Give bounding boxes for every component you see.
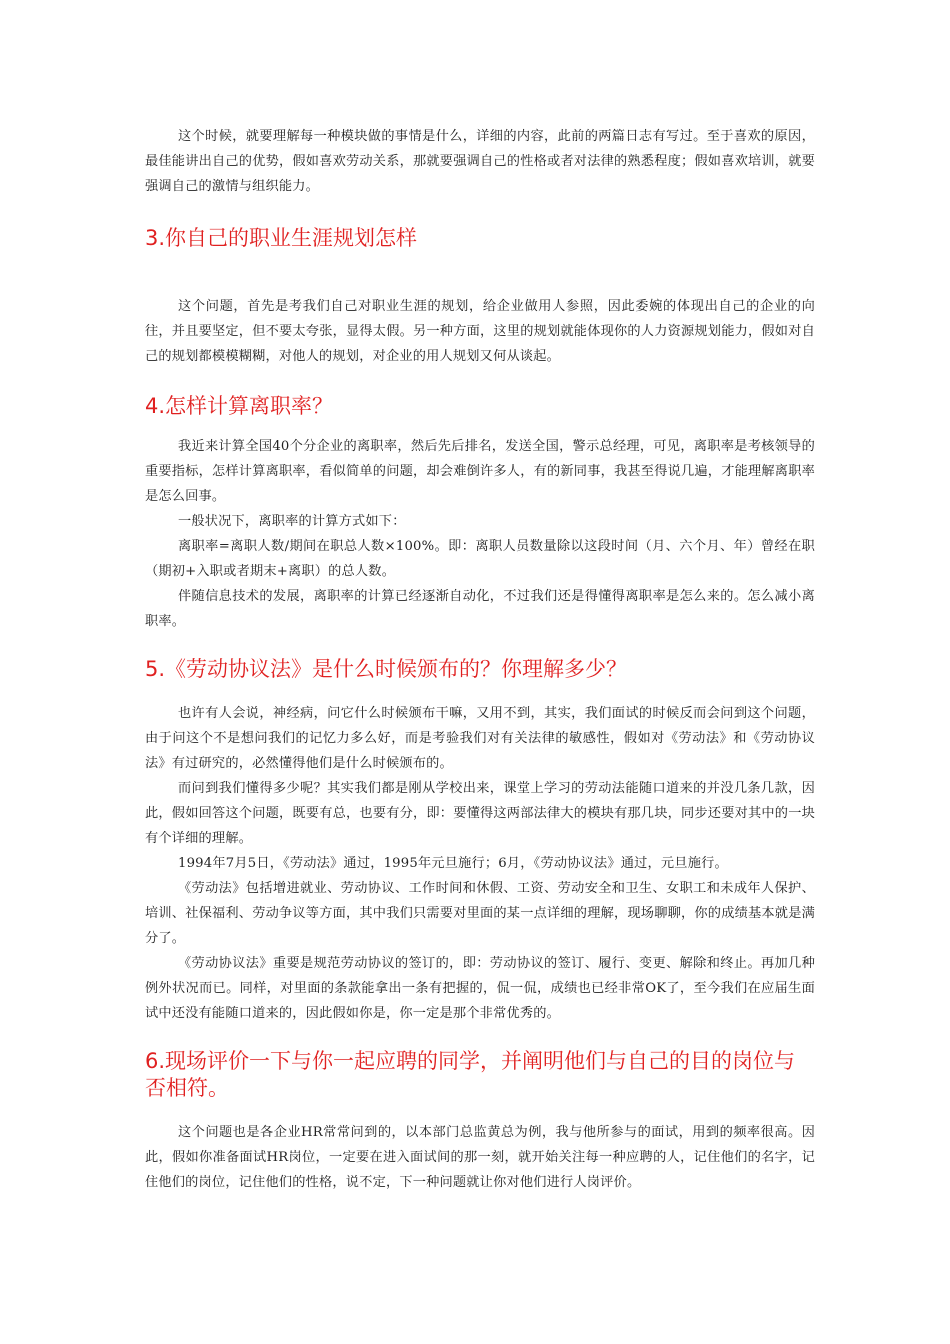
paragraph: 也许有人会说，神经病，问它什么时候颁布干嘛，又用不到，其实，我们面试的时候反而会问到这个问题，由于问这个不是想问我们的记忆力多么好，而是考验我们对有关法律的敏感性，假如对《劳动法》和《劳动协议法》有过研究的，必然懂得他们是什么时候颁布的。	[145, 706, 815, 771]
paragraph: 1994年7月5日，《劳动法》通过，1995年元旦施行；6月，《劳动协议法》通过，元旦施行。	[178, 856, 728, 871]
paragraph: 而问到我们懂得多少呢？其实我们都是刚从学校出来，课堂上学习的劳动法能随口道来的并没几条几款，因此，假如回答这个问题，既要有总，也要有分，即：要懂得这两部法律大的模块有那几块，同步还要对其中的一块有个详细的理解。	[145, 781, 815, 846]
paragraph: 《劳动法》包括增进就业、劳动协议、工作时间和休假、工资、劳动安全和卫生、女职工和未成年人保护、培训、社保福利、劳动争议等方面，其中我们只需要对里面的某一点详细的理解，现场聊聊，你的成绩基本就是满分了。	[145, 881, 815, 946]
paragraph: 伴随信息技术的发展，离职率的计算已经逐渐自动化，不过我们还是得懂得离职率是怎么来的。怎么减小离职率。	[145, 589, 815, 629]
paragraph: 《劳动协议法》重要是规范劳动协议的签订的，即：劳动协议的签订、履行、变更、解除和终止。再加几种例外状况而已。同样，对里面的条款能拿出一条有把握的，侃一侃，成绩也已经非常OK了，至今我们在应届生面试中还没有能随口道来的，因此假如你是，你一定是那个非常优秀的。	[145, 956, 815, 1021]
paragraph: 这个问题，首先是考我们自己对职业生涯的规划，给企业做用人参照，因此委婉的体现出自己的企业的向往，并且要坚定，但不要太夸张，显得太假。另一种方面，这里的规划就能体现你的人力资源规划能力，假如对自己的规划都模模糊糊，对他人的规划，对企业的用人规划又何从谈起。	[145, 299, 815, 364]
section-heading-5: 5.《劳动协议法》是什么时候颁布的？你理解多少？	[145, 657, 628, 681]
paragraph: 一般状况下，离职率的计算方式如下：	[178, 514, 406, 529]
paragraph: 离职率=离职人数/期间在职总人数×100%。即：离职人员数量除以这段时间（月、六个月、年）曾经在职（期初+入职或者期末+离职）的总人数。	[145, 539, 815, 579]
paragraph: 我近来计算全国40个分企业的离职率，然后先后排名，发送全国，警示总经理，可见，离职率是考核领导的重要指标，怎样计算离职率，看似简单的问题，却会难倒许多人，有的新同事，我甚至得说几遍，才能理解离职率是怎么回事。	[145, 439, 815, 504]
section-heading-6: 6.现场评价一下与你一起应聘的同学，并阐明他们与自己的目的岗位与否相符。	[145, 1049, 796, 1100]
paragraph: 这个时候，就要理解每一种模块做的事情是什么，详细的内容，此前的两篇日志有写过。至于喜欢的原因，最佳能讲出自己的优势，假如喜欢劳动关系，那就要强调自己的性格或者对法律的熟悉程度；假如喜欢培训，就要强调自己的激情与组织能力。	[145, 129, 815, 194]
document-body	[145, 124, 815, 1195]
paragraph: 这个问题也是各企业HR常常问到的，以本部门总监黄总为例，我与他所参与的面试，用到的频率很高。因此，假如你准备面试HR岗位，一定要在进入面试间的那一刻，就开始关注每一种应聘的人，记住他们的名字，记住他们的岗位，记住他们的性格，说不定，下一种问题就让你对他们进行人岗评价。	[145, 1125, 815, 1190]
section-heading-3: 3.你自己的职业生涯规划怎样	[145, 226, 418, 250]
section-heading-4: 4.怎样计算离职率？	[145, 394, 334, 418]
